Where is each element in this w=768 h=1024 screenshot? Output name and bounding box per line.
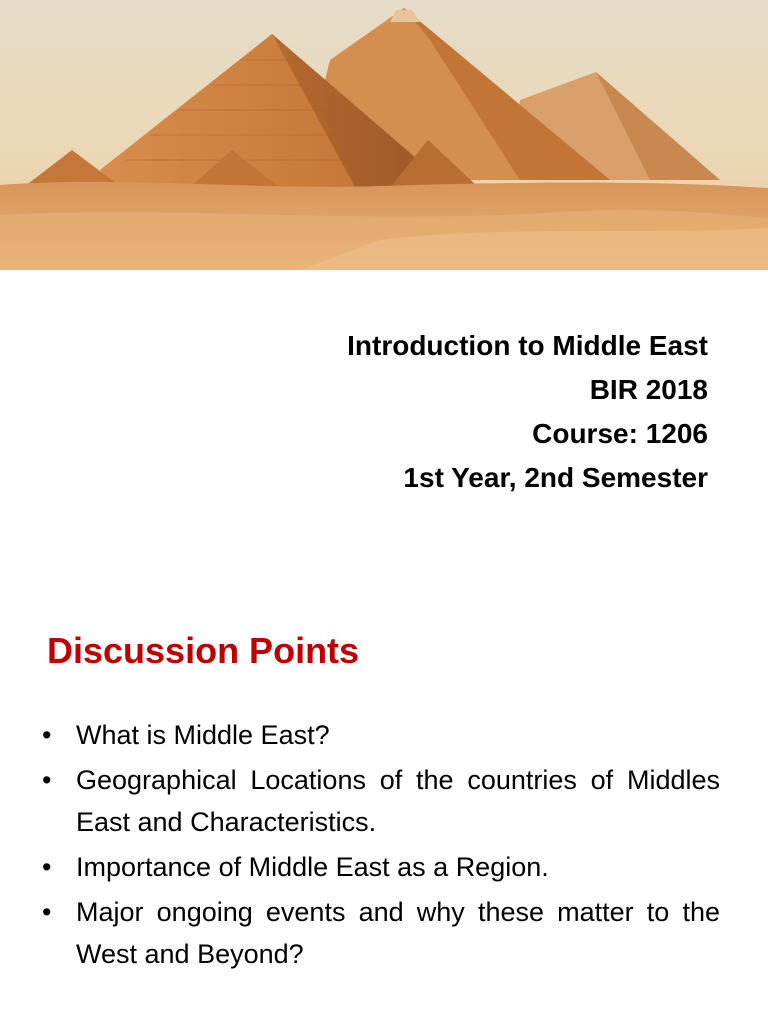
course-title: Introduction to Middle East [347,330,708,361]
list-item [42,846,720,888]
pyramids-illustration [0,0,768,270]
bullet-icon: • [42,852,52,882]
bullet-icon: • [42,897,52,927]
discussion-points-list [42,714,720,978]
section-heading: Discussion Points [47,630,360,671]
bullet-icon: • [42,765,52,795]
bullet-text: What is Middle East? [76,720,330,750]
hero-image-pyramids [0,0,768,270]
bullet-icon: • [42,720,52,750]
bullet-text: Geographical Locations of the countries of Middles East and Characteristics. [76,765,720,837]
list-item [42,714,720,756]
list-item [42,891,720,975]
program-batch: BIR 2018 [589,374,708,405]
bullet-text: Major ongoing events and why these matter to the West and Beyond? [76,897,720,969]
course-info-block [108,324,708,500]
year-semester: 1st Year, 2nd Semester [403,462,708,493]
list-item [42,759,720,843]
bullet-text: Importance of Middle East as a Region. [76,852,549,882]
course-code: Course: 1206 [532,418,708,449]
